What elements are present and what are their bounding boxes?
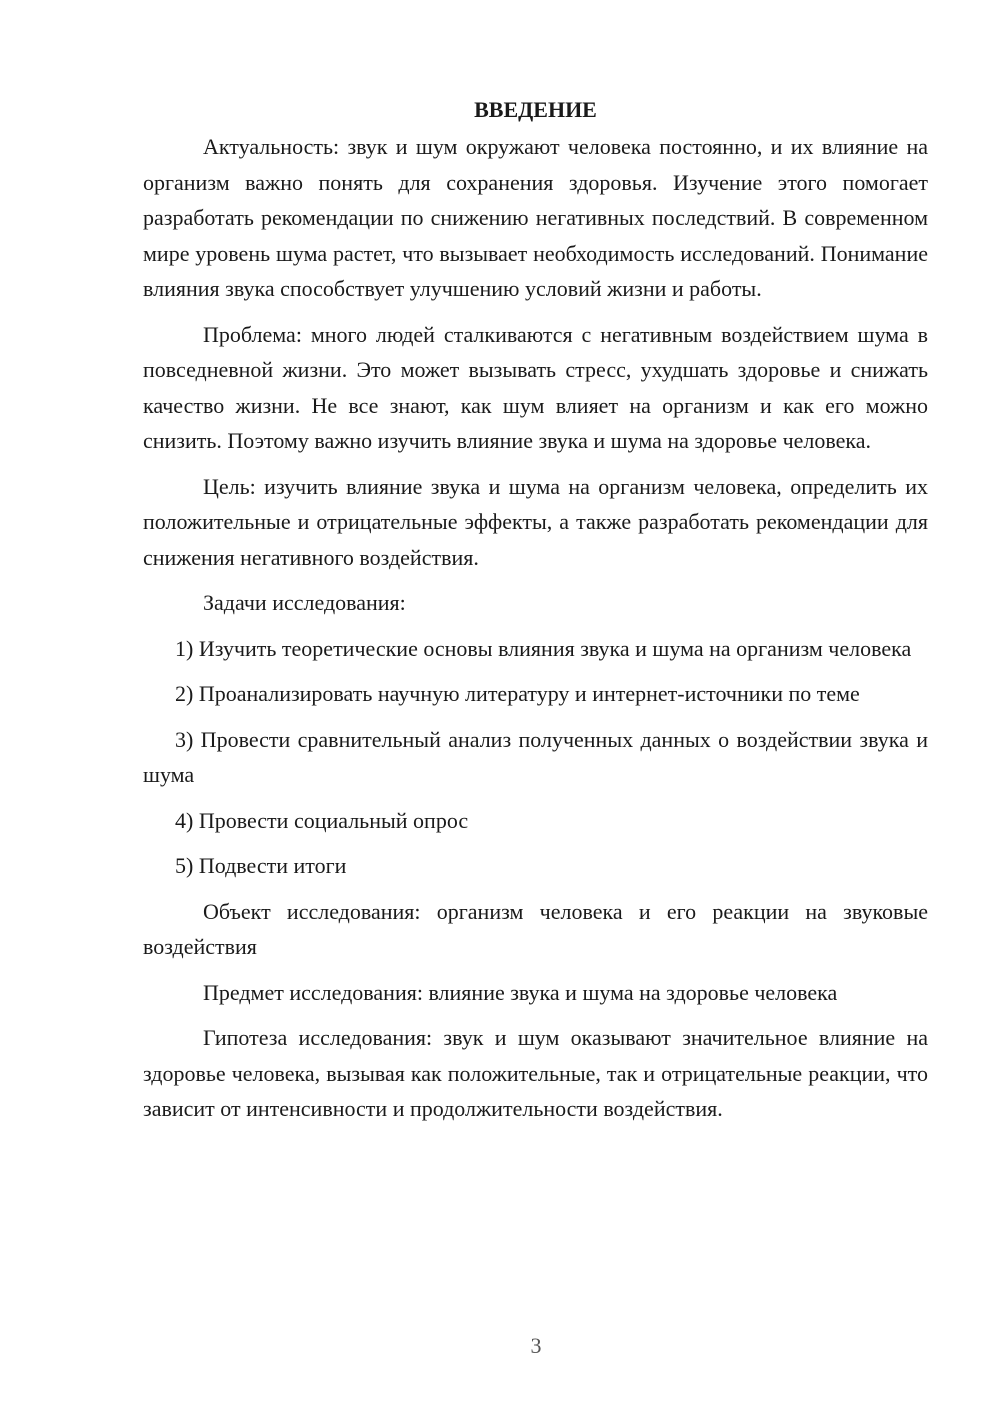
task-item-3: 3) Провести сравнительный анализ полученных данных о воздействии звука и шума bbox=[143, 726, 928, 787]
tasks-heading: Задачи исследования: bbox=[203, 590, 406, 615]
paragraph-relevance: Актуальность: звук и шум окружают человека постоянно, и их влияние на организм важно понять для сохранения здоровья. Изучение этого помогает разработать рекомендации по снижению негативных последствий. В современном мире уровень шума растет, что вызывает необходимость исследований. Понимание влияния звука способствует улучшению условий жизни и работы. bbox=[143, 134, 928, 301]
paragraph-hypothesis: Гипотеза исследования: звук и шум оказывают значительное влияние на здоровье человека, вызывая как положительные, так и отрицательные реакции, что зависит от интенсивности и продолжительности воздействия. bbox=[143, 1025, 928, 1121]
task-item-1: 1) Изучить теоретические основы влияния звука и шума на организм человека bbox=[175, 635, 912, 661]
paragraph-subject: Предмет исследования: влияние звука и шума на здоровье человека bbox=[203, 979, 838, 1005]
task-item-5: 5) Подвести итоги bbox=[175, 853, 347, 878]
section-title: ВВЕДЕНИЕ bbox=[474, 97, 597, 122]
paragraph-problem: Проблема: много людей сталкиваются с негативным воздействием шума в повседневной жизни. Это может вызывать стресс, ухудшать здоровье и снижать качество жизни. Не все знают, как шум влияет на организм и как его можно снизить. Поэтому важно изучить влияние звука и шума на здоровье человека. bbox=[143, 321, 928, 453]
document-page bbox=[143, 92, 928, 1127]
task-item-2: 2) Проанализировать научную литературу и интернет-источники по теме bbox=[175, 681, 860, 706]
paragraph-object: Объект исследования: организм человека и его реакции на звуковые воздействия bbox=[143, 898, 928, 959]
task-item-4: 4) Провести социальный опрос bbox=[175, 807, 469, 833]
paragraph-goal: Цель: изучить влияние звука и шума на организм человека, определить их положительные и отрицательные эффекты, а также разработать рекомендации для снижения негативного воздействия. bbox=[143, 473, 928, 570]
page-number: 3 bbox=[530, 1333, 542, 1358]
